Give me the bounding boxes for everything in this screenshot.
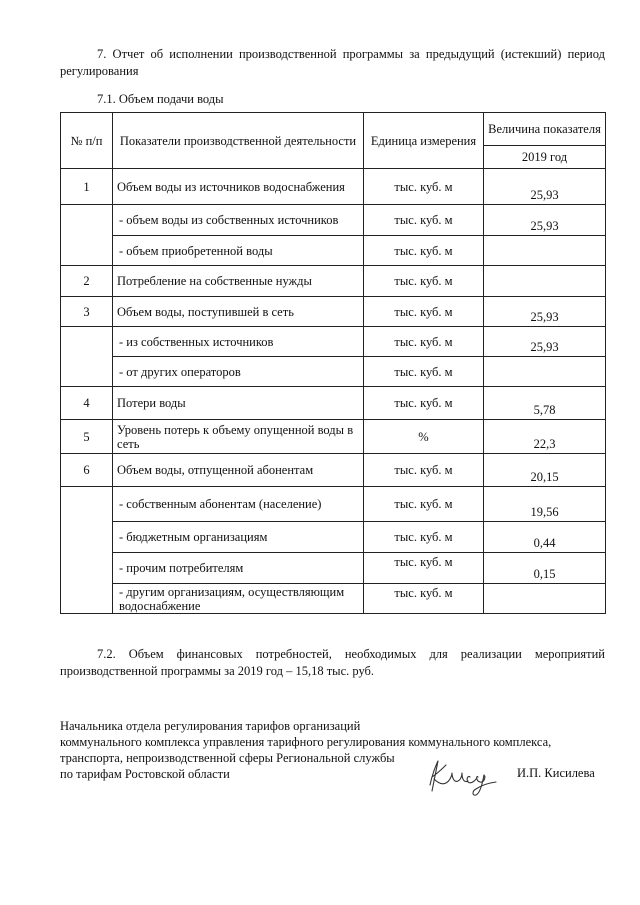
row-unit: тыс. куб. м — [364, 327, 484, 357]
row-value: 25,93 — [484, 327, 606, 357]
handwritten-signature — [424, 755, 504, 797]
row-label: - прочим потребителям — [113, 553, 364, 584]
table-row — [61, 553, 606, 584]
row-value — [484, 357, 606, 387]
row-num: 6 — [61, 454, 113, 487]
row-value: 25,93 — [484, 205, 606, 236]
row-unit: тыс. куб. м — [364, 584, 484, 614]
row-unit: тыс. куб. м — [364, 487, 484, 522]
row-label: - от других операторов — [113, 357, 364, 387]
table-row — [61, 327, 606, 357]
header-year: 2019 год — [484, 146, 606, 169]
signatory-line-3: транспорта, непроизводственной сферы Региональной службы — [60, 751, 395, 765]
row-value: 25,93 — [484, 169, 606, 205]
table-row — [61, 454, 606, 487]
row-unit: % — [364, 420, 484, 454]
row-value — [484, 584, 606, 614]
table-row — [61, 584, 606, 614]
table-row — [61, 522, 606, 553]
table-row — [61, 236, 606, 266]
row-num — [61, 327, 113, 387]
row-value: 22,3 — [484, 420, 606, 454]
signatory-line-4: по тарифам Ростовской области — [60, 767, 230, 781]
row-unit: тыс. куб. м — [364, 169, 484, 205]
section-7-heading: 7. Отчет об исполнении производственной программы за предыдущий (истекший) период регулирования — [60, 47, 605, 78]
table-row — [61, 169, 606, 205]
row-value: 20,15 — [484, 454, 606, 487]
row-label: - бюджетным организациям — [113, 522, 364, 553]
row-num — [61, 487, 113, 614]
row-unit: тыс. куб. м — [364, 205, 484, 236]
row-unit: тыс. куб. м — [364, 454, 484, 487]
signatory-line-1: Начальника отдела регулирования тарифов организаций — [60, 719, 361, 733]
row-label: - из собственных источников — [113, 327, 364, 357]
row-unit: тыс. куб. м — [364, 357, 484, 387]
row-value: 19,56 — [484, 487, 606, 522]
row-label: Объем воды из источников водоснабжения — [113, 169, 364, 205]
row-value: 0,44 — [484, 522, 606, 553]
table-row — [61, 297, 606, 327]
row-label: - собственным абонентам (население) — [113, 487, 364, 522]
row-unit: тыс. куб. м — [364, 297, 484, 327]
row-unit: тыс. куб. м — [364, 387, 484, 420]
header-num: № п/п — [61, 113, 113, 169]
row-num: 3 — [61, 297, 113, 327]
header-value: Величина показателя — [484, 113, 606, 146]
section-7-1-heading: 7.1. Объем подачи воды — [97, 92, 224, 106]
row-label: - другим организациям, осуществляющим водоснабжение — [113, 584, 364, 614]
table-row — [61, 487, 606, 522]
signatory-line-2: коммунального комплекса управления тарифного регулирования коммунального комплекса, — [60, 735, 552, 749]
row-unit: тыс. куб. м — [364, 553, 484, 584]
row-value — [484, 266, 606, 297]
row-label: Потребление на собственные нужды — [113, 266, 364, 297]
row-num: 1 — [61, 169, 113, 205]
row-num — [61, 205, 113, 266]
row-label: Объем воды, поступившей в сеть — [113, 297, 364, 327]
row-value: 5,78 — [484, 387, 606, 420]
row-unit: тыс. куб. м — [364, 522, 484, 553]
water-supply-table — [60, 112, 606, 614]
row-label: Потери воды — [113, 387, 364, 420]
row-value: 0,15 — [484, 553, 606, 584]
row-unit: тыс. куб. м — [364, 266, 484, 297]
row-value — [484, 236, 606, 266]
row-num: 5 — [61, 420, 113, 454]
table-row — [61, 357, 606, 387]
signatory-name: И.П. Кисилева — [517, 766, 595, 780]
table-row — [61, 420, 606, 454]
header-indicator: Показатели производственной деятельности — [113, 113, 364, 169]
header-unit: Единица измерения — [364, 113, 484, 169]
table-row — [61, 205, 606, 236]
row-num: 4 — [61, 387, 113, 420]
table-row — [61, 266, 606, 297]
section-7-2-text: 7.2. Объем финансовых потребностей, необходимых для реализации мероприятий производственной программы за 2019 год – 15,18 тыс. руб. — [60, 647, 605, 678]
row-unit: тыс. куб. м — [364, 236, 484, 266]
row-label: - объем приобретенной воды — [113, 236, 364, 266]
row-value: 25,93 — [484, 297, 606, 327]
row-num: 2 — [61, 266, 113, 297]
row-label: Объем воды, отпущенной абонентам — [113, 454, 364, 487]
table-row — [61, 387, 606, 420]
row-label: - объем воды из собственных источников — [113, 205, 364, 236]
row-label: Уровень потерь к объему опущенной воды в сеть — [113, 420, 364, 454]
